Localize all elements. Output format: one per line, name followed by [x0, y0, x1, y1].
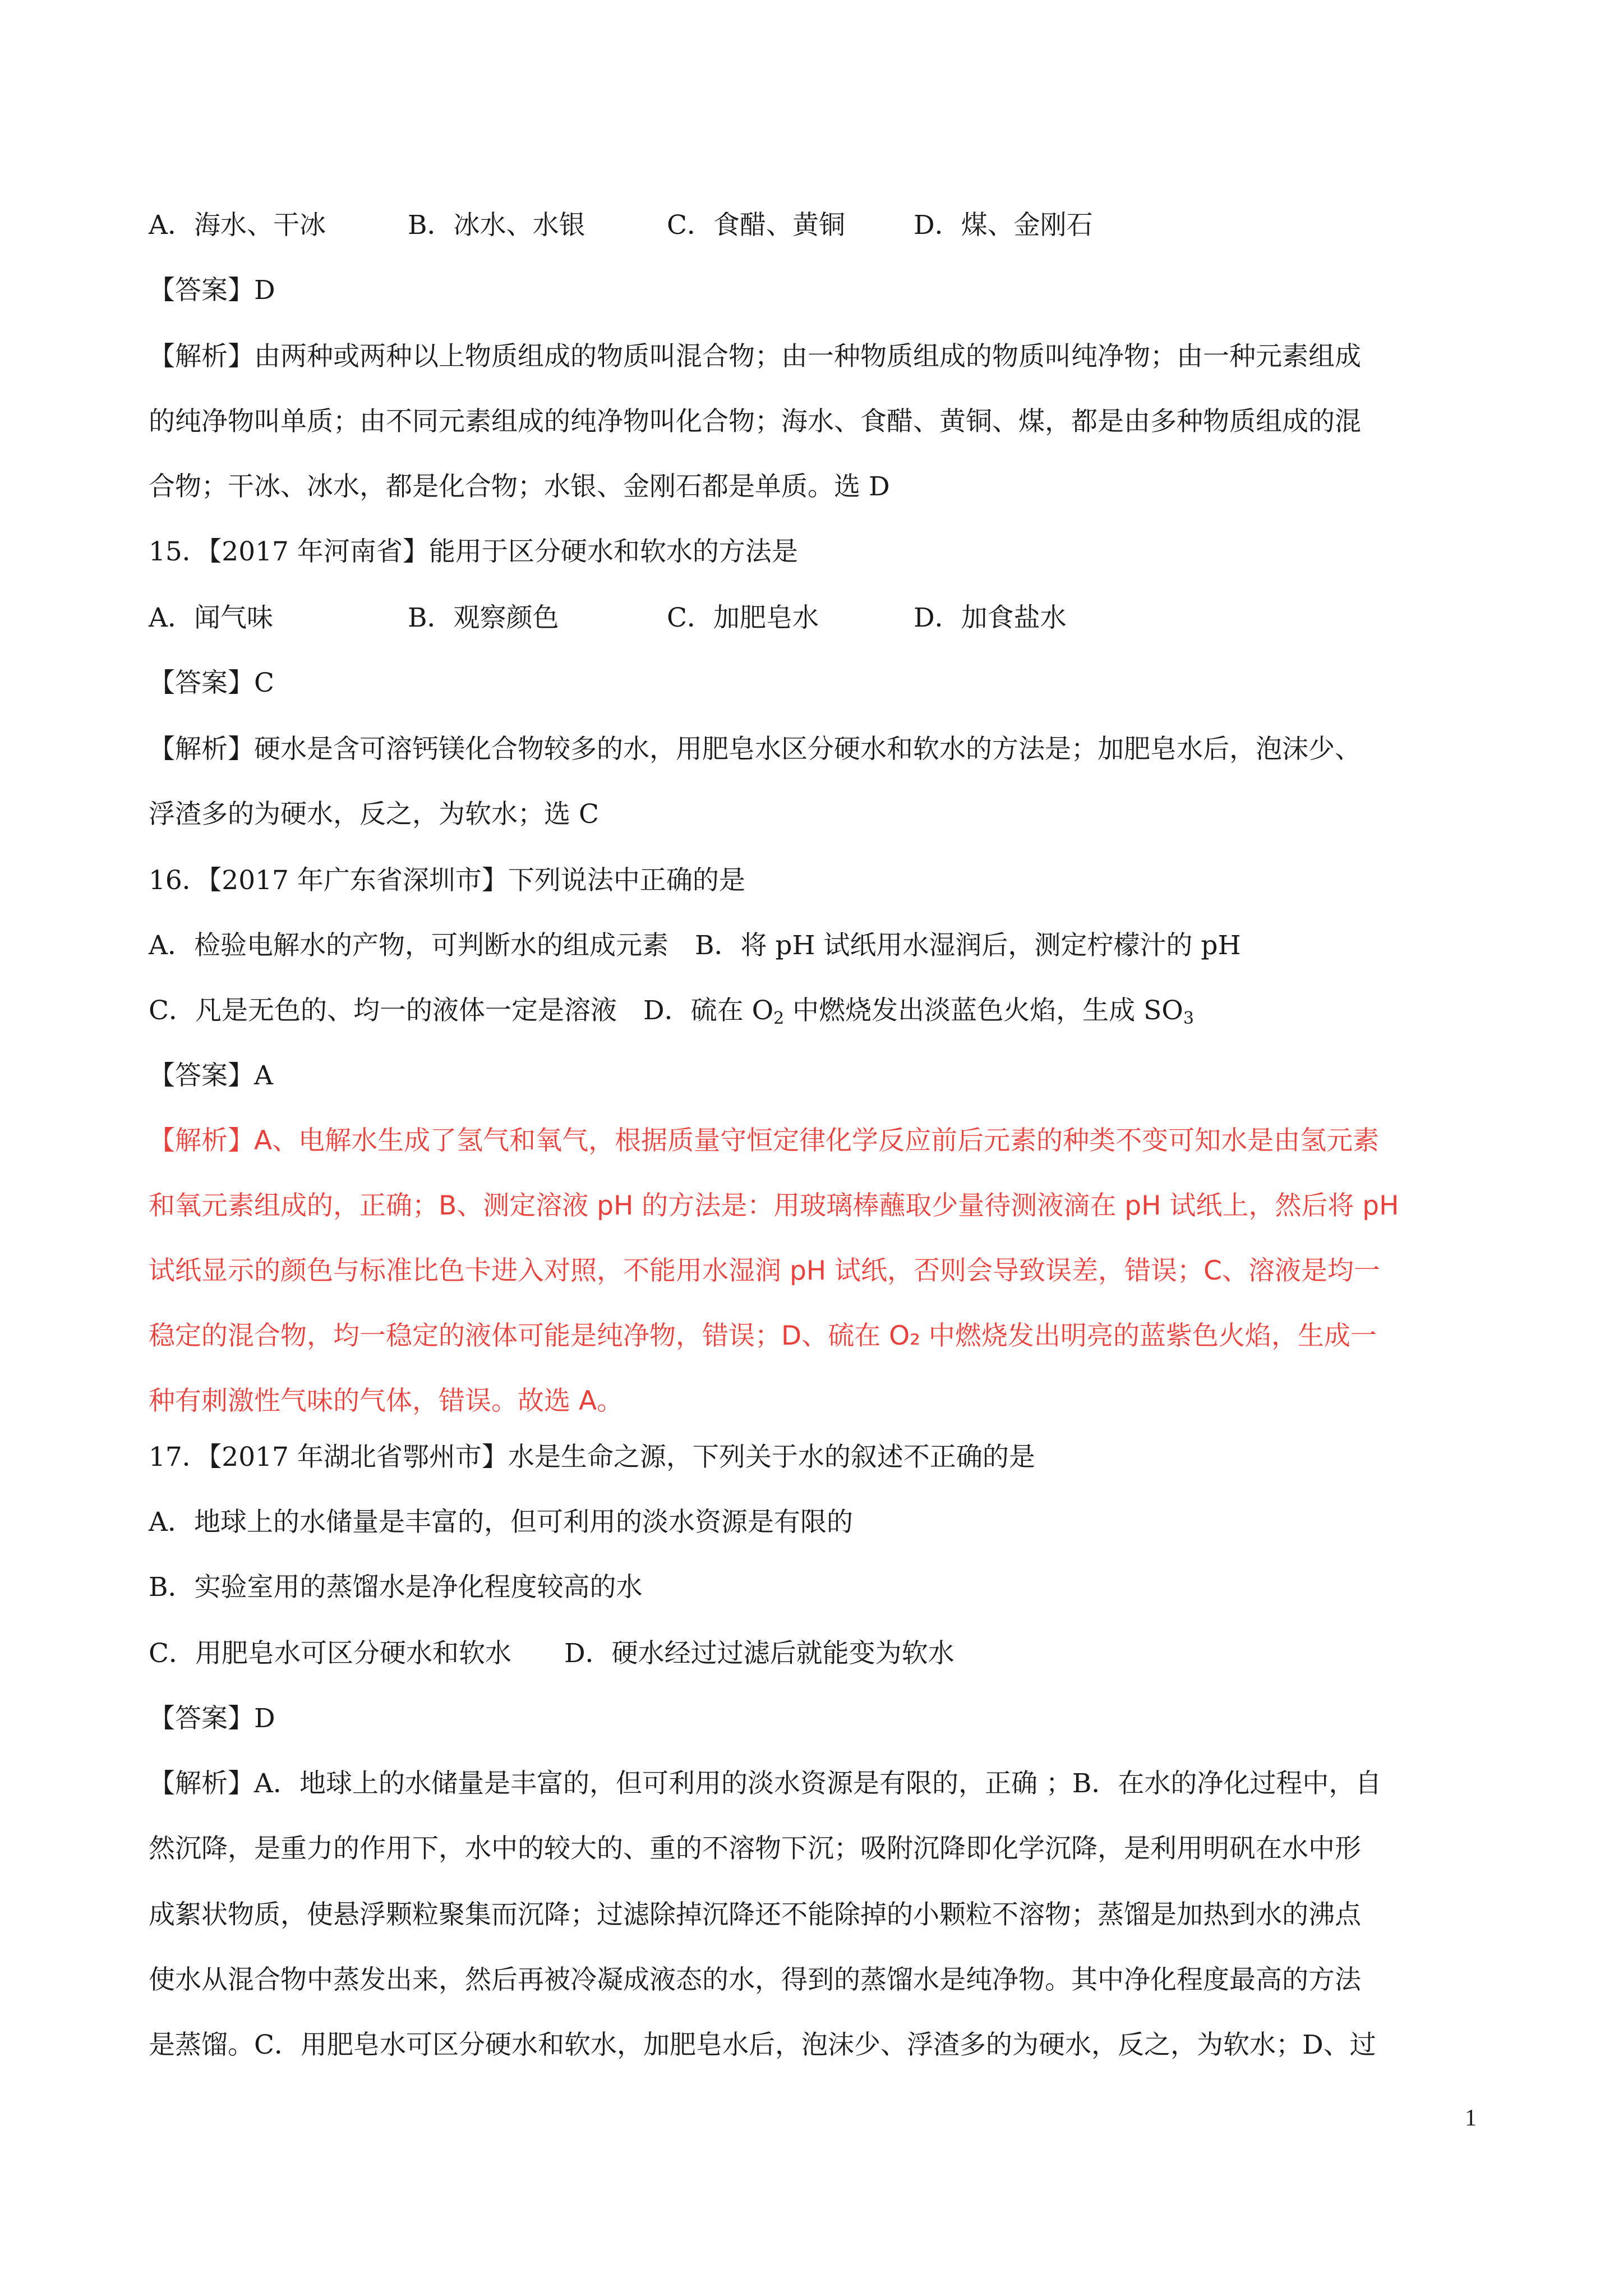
q16-stem: 16．【2017 年广东省深圳市】下列说法中正确的是 [149, 865, 745, 896]
q16-option-d-text: 中燃烧发出淡蓝色火焰，生成 SO [784, 995, 1183, 1026]
q17-analysis-line: 【解析】A．地球上的水储量是丰富的，但可利用的淡水资源是有限的，正确 ；B．在水的净化过程中，自 [149, 1768, 1382, 1799]
q17-answer: 【答案】D [149, 1703, 275, 1734]
q14-answer: 【答案】D [149, 275, 275, 306]
q15-options [149, 601, 1067, 635]
q16-analysis-line: 试纸显示的颜色与标准比色卡进入对照，不能用水湿润 pH 试纸，否则会导致误差，错误；C、溶液是均一 [149, 1255, 1380, 1286]
q17-option-cd: C．用肥皂水可区分硬水和软水 D．硬水经过过滤后就能变为软水 [149, 1638, 955, 1669]
q15-analysis-line: 浮渣多的为硬水，反之，为软水；选 C [149, 799, 599, 830]
q17-analysis-line: 使水从混合物中蒸发出来，然后再被冷凝成液态的水，得到的蒸馏水是纯净物。其中净化程度最高的方法 [149, 1964, 1361, 1995]
q15-option-d: D．加食盐水 [914, 602, 1067, 633]
q14-analysis-line: 合物；干冰、冰水，都是化合物；水银、金刚石都是单质。选 D [149, 471, 890, 502]
q16-answer: 【答案】A [149, 1060, 273, 1091]
q16-options-cd [149, 994, 1194, 1028]
q16-analysis-line: 稳定的混合物，均一稳定的液体可能是纯净物，错误；D、硫在 O₂ 中燃烧发出明亮的蓝紫色火焰，生成一 [149, 1320, 1377, 1351]
q14-analysis-line: 的纯净物叫单质；由不同元素组成的纯净物叫化合物；海水、食醋、黄铜、煤，都是由多种物质组成的混 [149, 406, 1361, 437]
q16-analysis-line: 和氧元素组成的，正确；B、测定溶液 pH 的方法是：用玻璃棒蘸取少量待测液滴在 pH 试纸上，然后将 pH [149, 1190, 1399, 1221]
q17-analysis-line: 是蒸馏。C．用肥皂水可区分硬水和软水，加肥皂水后，泡沫少、浮渣多的为硬水，反之，为软水；D、过 [149, 2030, 1376, 2060]
q14-options [149, 209, 1093, 242]
q16-option-cd-text: C．凡是无色的、均一的液体一定是溶液 D．硫在 O [149, 995, 774, 1026]
q15-analysis-line: 【解析】硬水是含可溶钙镁化合物较多的水，用肥皂水区分硬水和软水的方法是；加肥皂水后，泡沫少、 [149, 734, 1361, 765]
q17-option-a: A．地球上的水储量是丰富的，但可利用的淡水资源是有限的 [149, 1507, 853, 1538]
q15-option-c: C．加肥皂水 [667, 602, 819, 633]
q15-option-a: A．闻气味 [149, 602, 273, 633]
q16-analysis-line: 【解析】A、电解水生成了氢气和氧气，根据质量守恒定律化学反应前后元素的种类不变可知水是由氢元素 [149, 1125, 1380, 1156]
q14-option-b: B．冰水、水银 [408, 210, 585, 241]
q17-analysis-line: 然沉降，是重力的作用下，水中的较大的、重的不溶物下沉；吸附沉降即化学沉降，是利用明矾在水中形 [149, 1833, 1361, 1864]
q14-analysis-line: 【解析】由两种或两种以上物质组成的物质叫混合物；由一种物质组成的物质叫纯净物；由一种元素组成 [149, 341, 1361, 372]
q17-option-b: B．实验室用的蒸馏水是净化程度较高的水 [149, 1572, 643, 1603]
q17-stem: 17．【2017 年湖北省鄂州市】水是生命之源，下列关于水的叙述不正确的是 [149, 1442, 1035, 1473]
subscript: 3 [1183, 1009, 1194, 1028]
q16-analysis-line: 种有刺激性气味的气体，错误。故选 A。 [149, 1386, 624, 1416]
subscript: 2 [773, 1009, 785, 1028]
q17-analysis-line: 成絮状物质，使悬浮颗粒聚集而沉降；过滤除掉沉降还不能除掉的小颗粒不溶物；蒸馏是加热到水的沸点 [149, 1899, 1361, 1930]
q15-stem: 15．【2017 年河南省】能用于区分硬水和软水的方法是 [149, 536, 798, 567]
q15-option-b: B．观察颜色 [408, 602, 559, 633]
q16-options-ab: A．检验电解水的产物，可判断水的组成元素 B．将 pH 试纸用水湿润后，测定柠檬汁的 pH [149, 930, 1241, 961]
q14-option-d: D．煤、金刚石 [914, 210, 1093, 241]
q14-option-c: C．食醋、黄铜 [667, 210, 845, 241]
page-number: 1 [1465, 2105, 1477, 2131]
q15-answer: 【答案】C [149, 668, 274, 698]
q14-option-a: A．海水、干冰 [149, 210, 326, 241]
